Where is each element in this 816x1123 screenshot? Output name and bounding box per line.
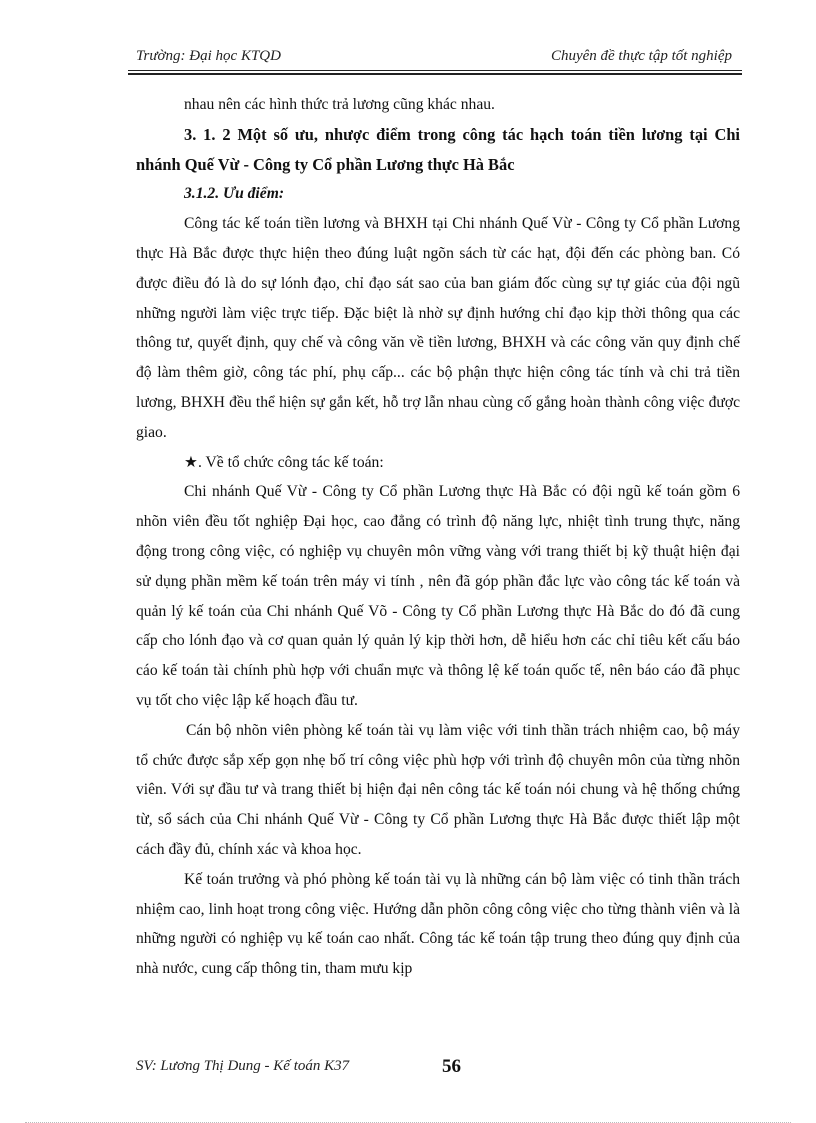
footer-student: SV: Lương Thị Dung - Kế toán K37 (136, 1058, 350, 1074)
page-number: 56 (442, 1056, 461, 1077)
bullet-heading-accounting-organization: ★. Về tổ chức công tác kế toán: (184, 453, 384, 471)
header-title: Chuyên đề thực tập tốt nghiệp (550, 48, 732, 64)
header-rule-thin (128, 70, 742, 71)
subsection-heading: 3.1.2. Ưu điểm: (184, 185, 285, 203)
section-heading: 3. 1. 2 Một số ưu, nhược điểm trong công tác hạch toán tiền lương tại Chi nhánh Quế Vừ - Công ty Cổ phần Lương thực Hà Bắc (136, 124, 740, 174)
page-header (128, 48, 742, 70)
continuation-text: nhau nên các hình thức trả lương cũng khác nhau. (184, 96, 495, 113)
paragraph-2: Chi nhánh Quế Vừ - Công ty Cổ phần Lương thực Hà Bắc có đội ngũ kế toán gồm 6 nhõn viên đều tốt nghiệp Đại học, cao đẳng có trình độ năng lực, nhiệt tình trung thực, năng động trong công việc, có nghiệp vụ chuyên môn vững vàng với trang thiết bị kỹ thuật hiện đại sử dụng phần mềm kế toán trên máy vi tính , nên đã góp phần đắc lực vào công tác kế toán và quản lý kế toán của Chi nhánh Quế Võ - Công ty Cổ phần Lương thực Hà Bắc do đó đã cung cấp cho lónh đạo và cơ quan quản lý quản lý kịp thời hơn, dễ hiểu hơn các chỉ tiêu kết cấu báo cáo kế toán tài chính phù hợp với chuẩn mực và thông lệ kế toán quốc tế, nên báo cáo đã phục vụ tốt cho việc lập kế hoạch đầu tư. (136, 483, 740, 709)
paragraph-1: Công tác kế toán tiền lương và BHXH tại Chi nhánh Quế Vừ - Công ty Cổ phần Lương thực Hà Bắc được thực hiện theo đúng luật ngõn sách từ các hạt, đội đến các phòng ban. Có được điều đó là do sự lónh đạo, chỉ đạo sát sao của ban giám đốc cùng sự tự giác của đội ngũ những người làm việc trực tiếp. Đặc biệt là nhờ sự định hướng chỉ đạo kịp thời thông qua các thông tư, quyết định, quy chế và công văn về tiền lương, BHXH và các công văn quy định chế độ làm thêm giờ, công tác phí, phụ cấp... các bộ phận thực hiện công tác tính và chi trả tiền lương, BHXH đều thể hiện sự gắn kết, hỗ trợ lẫn nhau cùng cố gắng hoàn thành công việc được giao. (136, 215, 740, 441)
paragraph-4: Kế toán trưởng và phó phòng kế toán tài vụ là những cán bộ làm việc có tinh thần trách nhiệm cao, linh hoạt trong công việc. Hướng dẫn phõn công công việc cho từng thành viên và là những người có nghiệp vụ kế toán cao nhất. Công tác kế toán tập trung theo đúng quy định của nhà nước, cung cấp thông tin, tham mưu kịp (136, 870, 740, 978)
paragraph-3: Cán bộ nhõn viên phòng kế toán tài vụ làm việc với tinh thần trách nhiệm cao, bộ máy tổ chức được sắp xếp gọn nhẹ bố trí công việc phù hợp với trình độ chuyên môn của từng nhõn viên. Với sự đầu tư và trang thiết bị hiện đại nên công tác kế toán nói chung và hệ thống chứng từ, sổ sách của Chi nhánh Quế Vừ - Công ty Cổ phần Lương thực Hà Bắc được thiết lập một cách đầy đủ, chính xác và khoa học. (136, 721, 740, 858)
header-rule-thick (128, 73, 742, 75)
page-body (136, 90, 740, 984)
header-school: Trường: Đại học KTQD (136, 48, 281, 64)
